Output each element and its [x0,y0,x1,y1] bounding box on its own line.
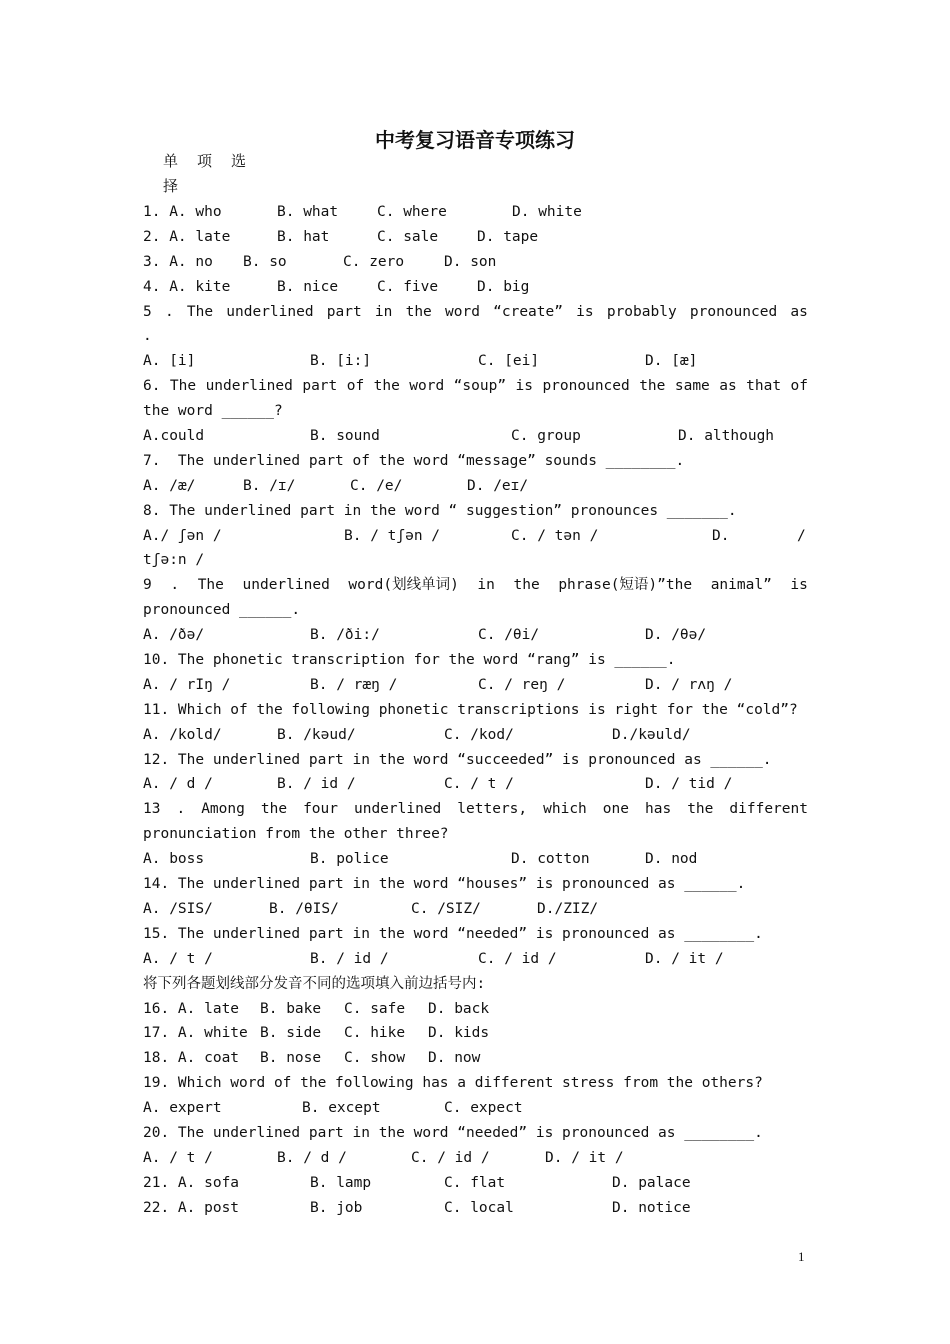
option-text: 18. A. coat [143,1050,240,1067]
option-text: 17. A. white [143,1025,248,1042]
option-text: A./ ʃən / [143,527,222,544]
word: probably [606,303,677,320]
option-text: C. /θi/ [478,627,540,644]
line-6: . [143,328,152,345]
line-35 [143,1046,808,1071]
option-text: B. /θIS/ [269,900,339,917]
option-text: D. / it / [645,950,724,967]
line-17: pronounced ______. [143,602,301,619]
option-text: B. / id / [310,950,389,967]
line-9: the word ______? [143,403,283,420]
line-32: 将下列各题划线部分发音不同的选项填入前边括号内: [143,975,486,992]
word: has [645,801,672,818]
word: the [405,303,432,320]
word: the [513,577,540,594]
option-text: D. white [512,204,582,220]
line-2 [143,225,808,250]
line-21: 11. Which of the following phonetic transcriptions is right for the “cold”? [143,701,798,718]
option-text: A. /kold/ [143,726,222,743]
line-19: 10. The phonetic transcription for the word “rang” is ______. [143,652,676,669]
option-text: D. palace [612,1174,691,1191]
option-text: C. local [444,1199,514,1216]
word: as [790,303,808,320]
word: pronounced [542,378,630,395]
word: part [302,378,338,395]
word: same [674,378,710,395]
line-40 [143,1171,808,1196]
line-1 [143,200,808,225]
option-text: C. /kod/ [444,726,514,743]
word: underlined [205,378,293,395]
option-text: B. bake [260,1000,322,1017]
line-18 [143,623,808,648]
word: The [169,378,197,395]
option-text: C. where [377,204,447,220]
line-5 [143,300,808,325]
document-title: 中考复习语音专项练习 [375,128,575,152]
word: phrase(短语)”the [558,577,693,594]
word: Among [201,801,245,818]
word: “soup” [453,378,507,395]
line-33 [143,997,808,1022]
option-text: C. / id / [478,950,557,967]
word: the [687,801,714,818]
option-text: A. /SIS/ [143,900,213,917]
line-22 [143,723,808,748]
section-heading-line1: 单 项 选 [163,152,252,170]
option-text: C. zero [343,253,405,270]
option-text: D. /eɪ/ [467,477,529,494]
word: pronounced [689,303,778,320]
option-text: A. / d / [143,776,213,793]
option-text: A. [i] [143,353,196,370]
line-41 [143,1196,808,1221]
option-text: D. now [428,1050,481,1067]
word: word [409,378,445,395]
option-text: B. [i:] [310,353,372,370]
option-text: B. /ɪ/ [243,477,296,494]
word: The [197,577,224,594]
option-text: B. hat [277,228,330,245]
word: that [746,378,782,395]
option-text: C. five [377,278,439,295]
line-31 [143,947,808,972]
word: of [790,378,808,395]
word: four [303,801,338,818]
line-30: 15. The underlined part in the word “needed” is pronounced as ________. [143,925,763,942]
option-text: D. son [444,253,497,270]
option-text: B. /ði:/ [310,627,380,644]
line-10 [143,424,808,449]
option-text: B. / d / [277,1149,347,1166]
option-text: D. [æ] [645,353,698,370]
option-text: A. / rIŋ / [143,676,231,693]
option-text: D. big [477,278,530,295]
option-text: C. expect [444,1100,523,1117]
option-text: C. / id / [411,1149,490,1166]
option-text: C. /SIZ/ [411,900,481,917]
word: “create” [493,303,563,320]
option-text: D. kids [428,1025,490,1042]
option-text: B. nice [277,278,339,295]
page-number: 1 [798,1249,805,1264]
line-25 [143,797,808,822]
option-text: B. so [243,253,287,270]
word: letters, [457,801,528,818]
line-29 [143,897,808,922]
word: underlined [226,303,314,320]
word: the [639,378,666,395]
option-text: D. /θə/ [645,627,707,644]
option-text: C. hike [344,1025,406,1042]
word: is [515,378,533,395]
option-text: D. cotton [511,851,590,868]
option-text: B. nose [260,1050,322,1067]
line-12 [143,474,808,499]
option-text: C. /e/ [350,477,403,494]
option-text: C. flat [444,1174,506,1191]
line-24 [143,772,808,797]
option-text: B. / id / [277,776,356,793]
option-text: A. boss [143,851,205,868]
option-text: D. [712,527,730,544]
word: . [170,577,180,594]
section-heading-line2: 择 [163,177,184,195]
word: . [164,303,174,320]
option-text: A. / t / [143,950,213,967]
option-text: A. /ðə/ [143,627,205,644]
option-text: B. /kəud/ [277,726,356,743]
word: is [576,303,594,320]
option-text: / [797,527,806,544]
option-text: A.could [143,428,205,445]
option-text: A. /æ/ [143,477,196,494]
word: word [445,303,480,320]
option-text: D. tape [477,228,539,245]
option-text: A. / t / [143,1149,213,1166]
word: is [790,577,808,594]
option-text: B. sound [310,428,380,445]
word: as [719,378,737,395]
exercise-lines [143,200,808,1221]
word: in [374,303,393,320]
word: the [260,801,288,818]
word: one [602,801,629,818]
option-text: D. although [678,428,775,445]
option-text: A. expert [143,1100,222,1117]
line-38: 20. The underlined part in the word “needed” is pronounced as ________. [143,1124,763,1141]
line-26: pronunciation from the other three? [143,826,449,843]
option-text: B. / ræŋ / [310,676,398,693]
option-text: B. side [260,1025,322,1042]
option-text: 16. A. late [143,1000,240,1017]
word: underlined [353,801,442,818]
word: underlined [242,577,330,594]
line-20 [143,673,808,698]
option-text: C. show [344,1050,406,1067]
option-text: 22. A. post [143,1199,240,1216]
option-text: 1. A. who [143,204,222,220]
option-text: D. nod [645,851,698,868]
word: of [346,378,365,395]
option-text: D./kəuld/ [612,726,691,743]
word: which [543,801,587,818]
word: animal” [710,577,772,594]
option-text: B. job [310,1199,363,1216]
option-text: C. / t / [444,776,514,793]
option-text: C. / tən / [511,527,599,544]
option-text: D. / rʌŋ / [645,676,733,693]
word: the [373,378,400,395]
option-text: B. what [277,204,339,220]
word: part [326,303,362,320]
line-11: 7. The underlined part of the word “message” sounds ________. [143,452,685,469]
option-text: 21. A. sofa [143,1174,240,1191]
line-28: 14. The underlined part in the word “houses” is pronounced as ______. [143,876,746,893]
option-text: C. / reŋ / [478,676,566,693]
line-8 [143,374,808,399]
option-text: D./ZIZ/ [537,900,599,917]
line-13: 8. The underlined part in the word “ suggestion” pronounces _______. [143,502,737,519]
option-text: 3. A. no [143,253,213,270]
option-text: B. except [302,1100,381,1117]
line-7 [143,349,808,374]
line-34 [143,1021,808,1046]
line-3 [143,250,808,275]
option-text: D. / it / [545,1149,624,1166]
option-text: D. back [428,1000,490,1017]
line-39 [143,1146,808,1171]
option-text: 4. A. kite [143,278,231,295]
line-37 [143,1096,808,1121]
option-text: B. police [310,851,389,868]
option-text: B. / tʃən / [344,527,441,544]
line-16 [143,573,808,598]
option-text: 2. A. late [143,228,231,245]
word: . [176,801,186,818]
option-text: D. / tid / [645,776,733,793]
option-text: B. lamp [310,1174,372,1191]
word: 9 [143,577,152,594]
option-text: C. [ei] [478,353,540,370]
line-14 [143,524,808,549]
option-text: C. safe [344,1000,406,1017]
word: in [477,577,495,594]
word: different [729,801,808,818]
word: word(划线单词) [348,577,459,594]
word: 6. [143,378,161,395]
word: 13 [143,801,161,818]
line-36: 19. Which word of the following has a different stress from the others? [143,1075,763,1092]
option-text: C. sale [377,228,439,245]
word: 5 [143,303,152,320]
line-27 [143,847,808,872]
line-4 [143,275,808,300]
line-15: tʃə:n / [143,552,205,569]
word: The [186,303,214,320]
option-text: D. notice [612,1199,691,1216]
option-text: C. group [511,428,581,445]
line-23: 12. The underlined part in the word “succeeded” is pronounced as ______. [143,751,772,768]
